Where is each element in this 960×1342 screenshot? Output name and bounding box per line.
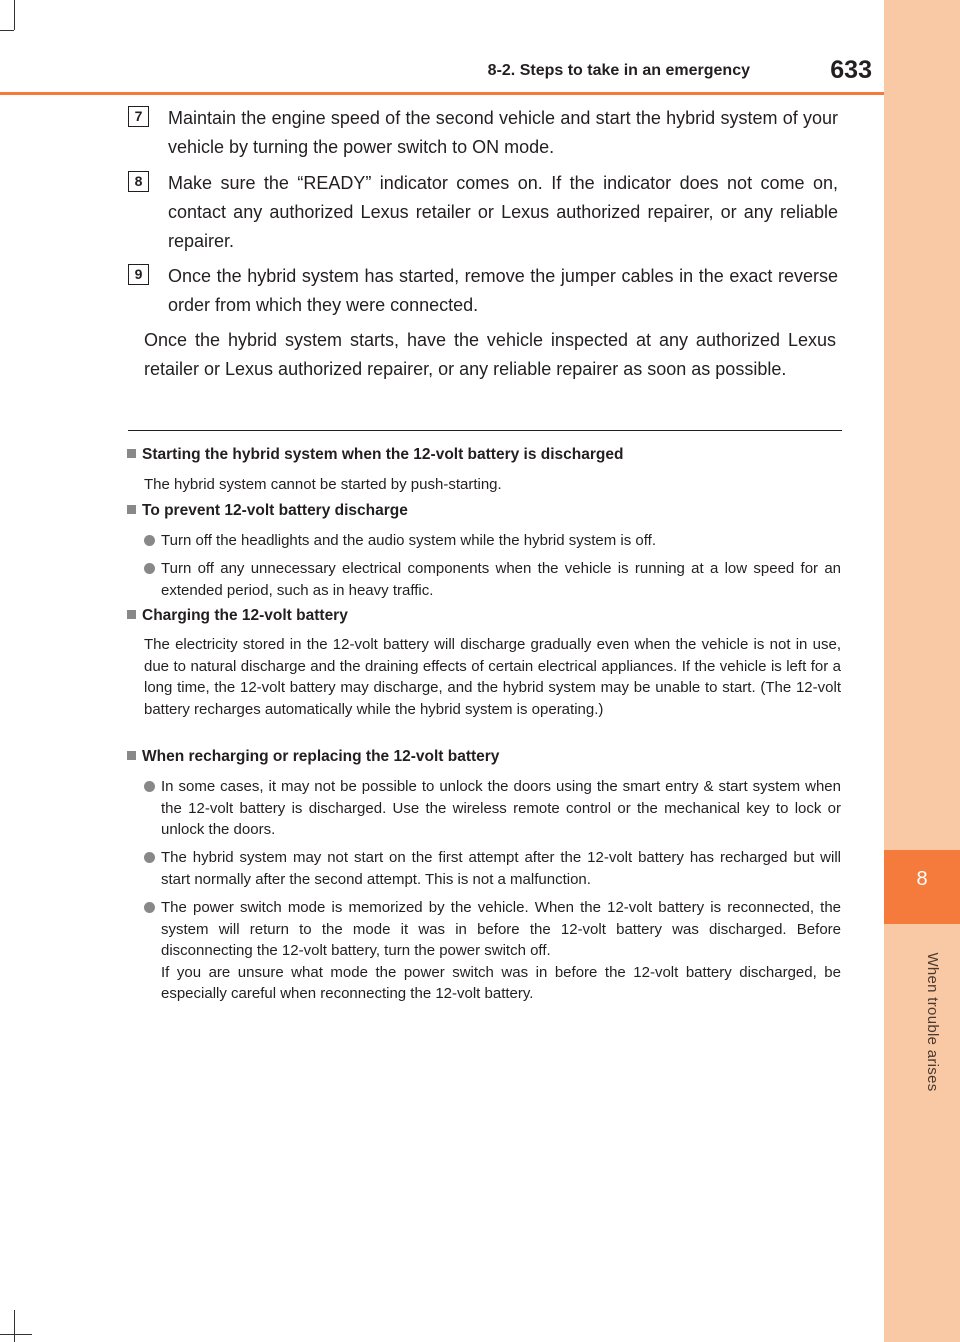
step-item <box>128 262 838 320</box>
bullet-item <box>144 897 841 1005</box>
note-heading <box>127 748 499 766</box>
note-text: The electricity stored in the 12-volt battery will discharge gradually even when the vehicle is not in use, due to natural discharge and the draining effects of certain electrical appliances. If the vehicle is left for a long time, the 12-volt battery may discharge, and the hybrid system may be unable to start. (The 12-volt battery recharges automatically while the hybrid system is operating.) <box>144 636 841 718</box>
crop-mark <box>0 30 14 31</box>
bullet-item <box>144 558 841 601</box>
round-bullet-icon <box>144 535 155 546</box>
note-text: The hybrid system cannot be started by push-starting. <box>144 476 502 493</box>
bullet-text: Turn off any unnecessary electrical components when the vehicle is running at a low speed for an extended period, such as in heavy traffic. <box>161 560 841 599</box>
crop-mark <box>14 0 15 30</box>
closing-paragraph: Once the hybrid system starts, have the vehicle inspected at any authorized Lexus retailer or Lexus authorized repairer, or any reliable repairer as soon as possible. <box>144 330 836 379</box>
bullet-item <box>144 530 841 552</box>
square-bullet-icon <box>127 610 136 619</box>
note-heading <box>127 502 408 520</box>
step-text: Once the hybrid system has started, remove the jumper cables in the exact reverse order from which they were connected. <box>168 266 838 315</box>
step-item <box>128 169 838 256</box>
bullet-item <box>144 847 841 890</box>
round-bullet-icon <box>144 781 155 792</box>
note-heading <box>127 607 348 625</box>
note-heading-text: Charging the 12-volt battery <box>142 607 348 624</box>
note-heading-text: When recharging or replacing the 12-volt battery <box>142 748 500 765</box>
step-text: Maintain the engine speed of the second vehicle and start the hybrid system of your vehicle by turning the power switch to ON mode. <box>168 108 838 157</box>
round-bullet-icon <box>144 852 155 863</box>
step-number-badge: 8 <box>128 171 149 192</box>
round-bullet-icon <box>144 563 155 574</box>
note-heading-text: Starting the hybrid system when the 12-volt battery is discharged <box>142 446 624 463</box>
note-heading <box>127 446 623 464</box>
round-bullet-icon <box>144 902 155 913</box>
square-bullet-icon <box>127 505 136 514</box>
crop-mark <box>14 1310 15 1342</box>
chapter-title: When trouble arises <box>924 952 941 1092</box>
section-divider <box>128 430 842 431</box>
square-bullet-icon <box>127 449 136 458</box>
chapter-number: 8 <box>916 868 928 890</box>
page-number: 633 <box>830 56 872 84</box>
bullet-text-continuation: If you are unsure what mode the power switch was in before the 12-volt battery discharged, be especially careful when reconnecting the 12-volt battery. <box>161 963 841 1002</box>
bullet-text <box>161 897 841 1005</box>
step-number-badge: 9 <box>128 264 149 285</box>
square-bullet-icon <box>127 751 136 760</box>
header-divider <box>0 92 884 95</box>
bullet-text: Turn off the headlights and the audio system while the hybrid system is off. <box>161 532 656 549</box>
step-item <box>128 104 838 162</box>
bullet-text: The hybrid system may not start on the first attempt after the 12-volt battery has recharged but will start normally after the second attempt. This is not a malfunction. <box>161 849 841 888</box>
note-heading-text: To prevent 12-volt battery discharge <box>142 502 408 519</box>
section-title: 8-2. Steps to take in an emergency <box>487 62 750 79</box>
bullet-item <box>144 776 841 841</box>
bullet-text-line: The power switch mode is memorized by the vehicle. When the 12-volt battery is reconnected, the system will return to the mode it was in before the 12-volt battery was discharged. Before disconnecting the 12-volt battery, turn the power switch off. <box>161 899 841 959</box>
bullet-text: In some cases, it may not be possible to unlock the doors using the smart entry & start system when the 12-volt battery is discharged. Use the wireless remote control or the mechanical key to lock or unlock the doors. <box>161 778 841 838</box>
crop-mark <box>0 1334 32 1335</box>
step-number-badge: 7 <box>128 106 149 127</box>
step-text: Make sure the “READY” indicator comes on. If the indicator does not come on, contact any authorized Lexus retailer or Lexus authorized repairer, or any reliable repairer. <box>168 173 838 251</box>
chapter-side-tab <box>884 0 960 1342</box>
